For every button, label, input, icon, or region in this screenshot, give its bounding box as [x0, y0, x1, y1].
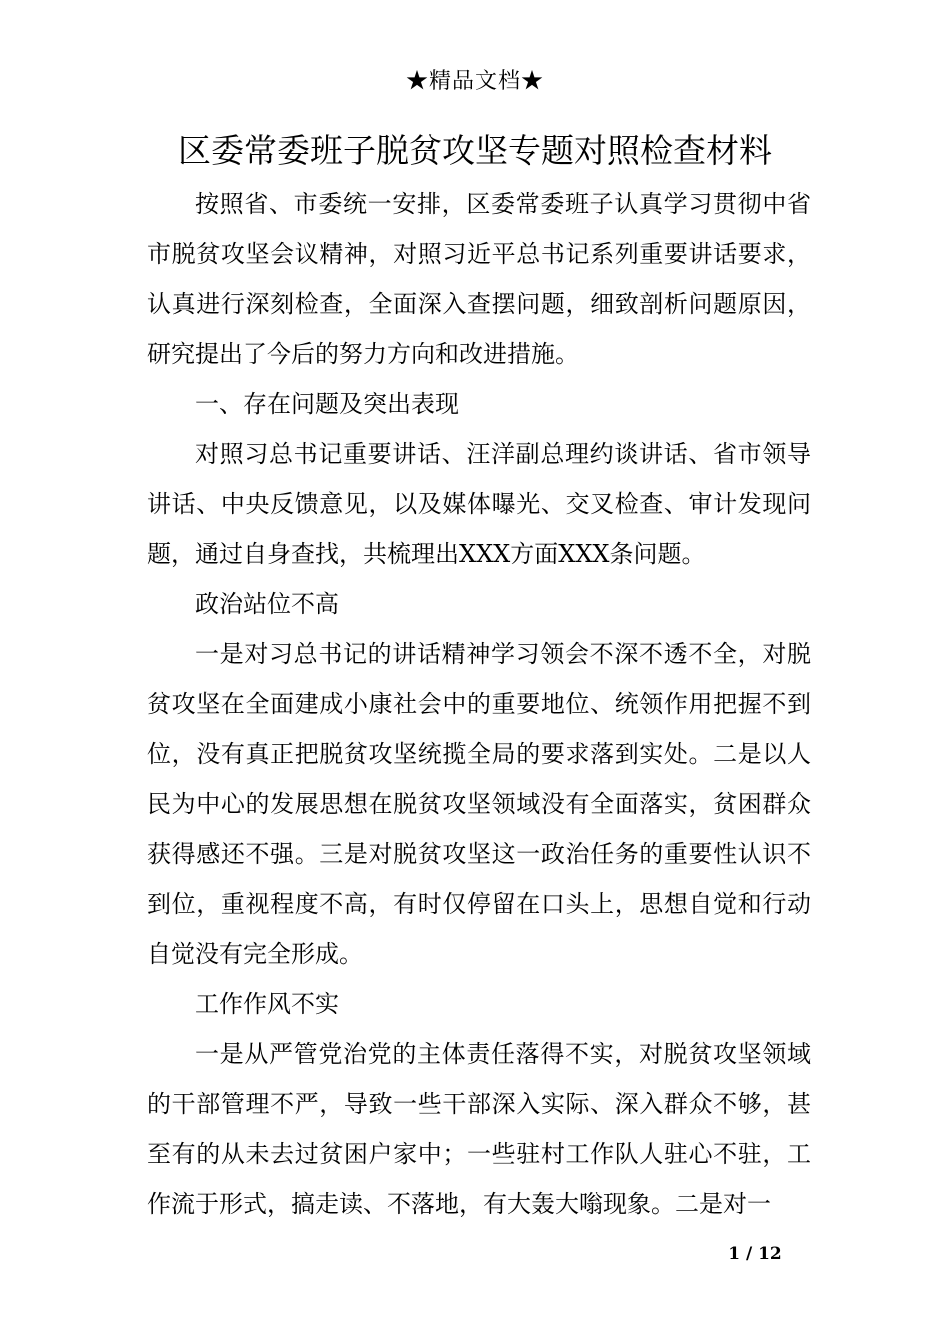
document-body [147, 179, 811, 1229]
section-heading-problems: 一、存在问题及突出表现 [195, 390, 459, 418]
paragraph-political-stance: 一是对习总书记的讲话精神学习领会不深不透不全，对脱贫攻坚在全面建成小康社会中的重要地位、统领作用把握不到位，没有真正把脱贫攻坚统揽全局的要求落到实处。二是以人民为中心的发展思想在脱贫攻坚领域没有全面落实，贫困群众获得感还不强。三是对脱贫攻坚这一政治任务的重要性认识不到位，重视程度不高，有时仅停留在口头上，思想自觉和行动自觉没有完全形成。 [147, 640, 811, 968]
paragraph-intro: 按照省、市委统一安排，区委常委班子认真学习贯彻中省市脱贫攻坚会议精神，对照习近平总书记系列重要讲话要求，认真进行深刻检查，全面深入查摆问题，细致剖析问题原因，研究提出了今后的努力方向和改进措施。 [147, 190, 811, 368]
subheading-political-stance: 政治站位不高 [195, 590, 339, 618]
subheading-work-style: 工作作风不实 [195, 990, 339, 1018]
paragraph-problems-summary: 对照习总书记重要讲话、汪洋副总理约谈讲话、省市领导讲话、中央反馈意见，以及媒体曝光、交叉检查、审计发现问题，通过自身查找，共梳理出XXX方面XXX条问题。 [147, 440, 811, 568]
page-number: 1 / 12 [728, 1244, 782, 1264]
page-header: ★精品文档★ [405, 69, 544, 94]
document-title: 区委常委班子脱贫攻坚专题对照检查材料 [178, 131, 772, 170]
paragraph-work-style: 一是从严管党治党的主体责任落得不实，对脱贫攻坚领域的干部管理不严，导致一些干部深入实际、深入群众不够，甚至有的从未去过贫困户家中；一些驻村工作队人驻心不驻，工作流于形式，搞走读、不落地，有大轰大嗡现象。二是对一 [147, 1040, 811, 1218]
